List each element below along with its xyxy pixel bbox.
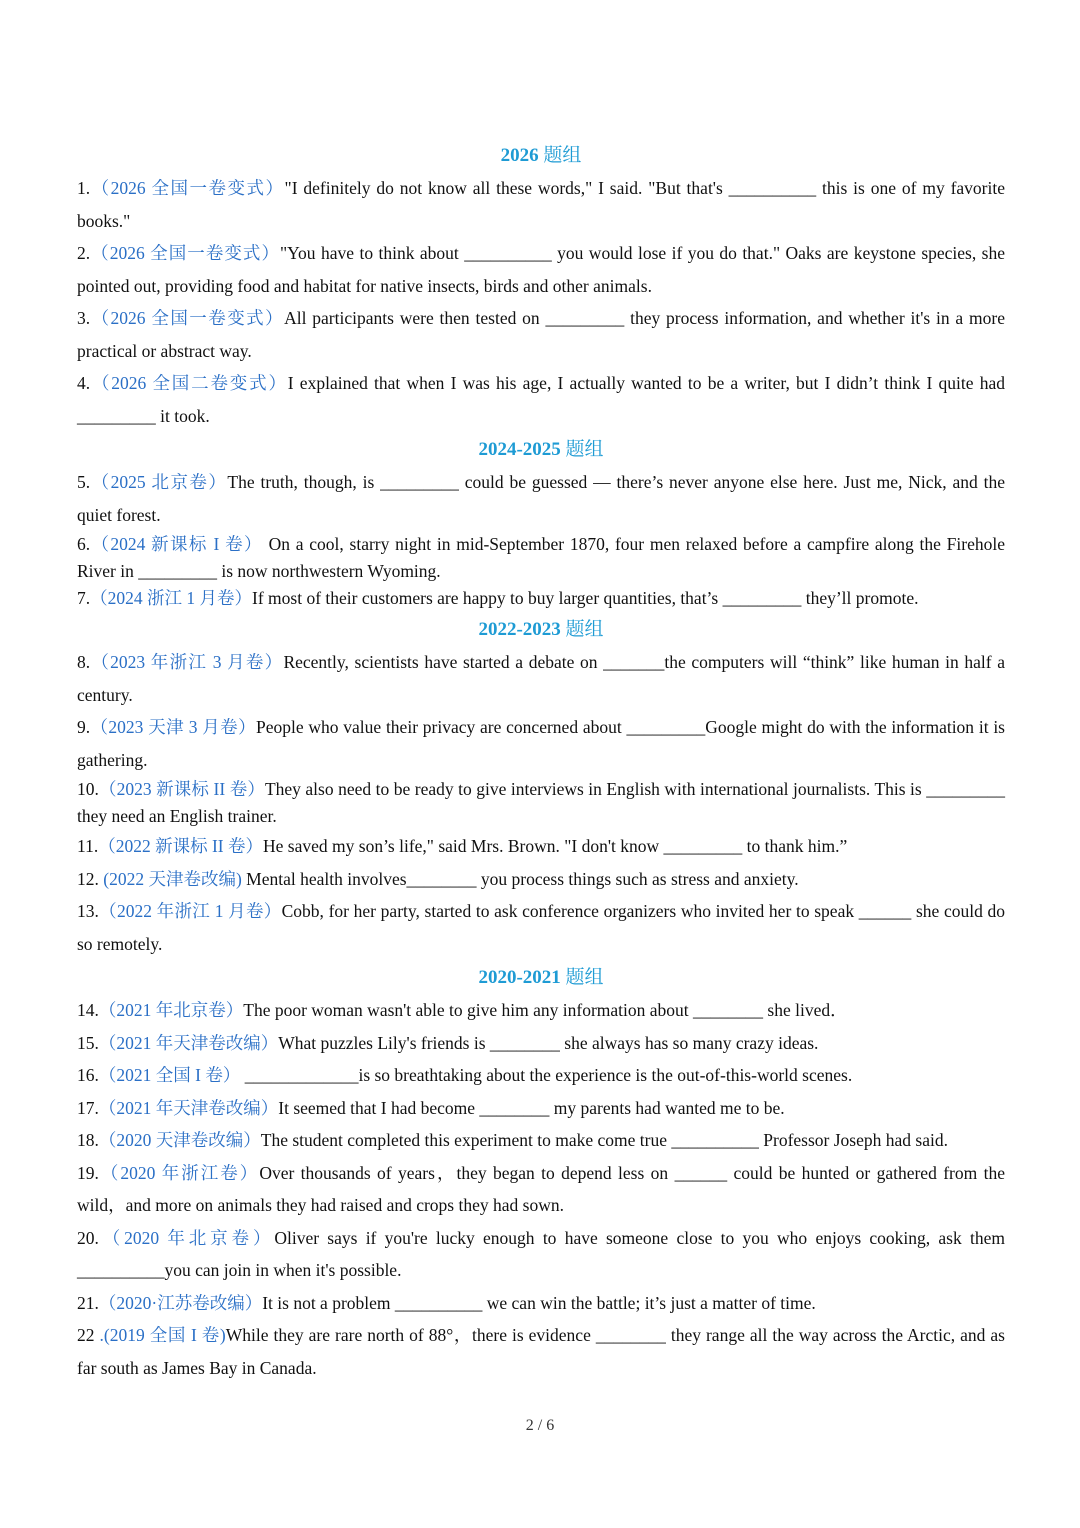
group-title — [77, 434, 1005, 466]
question-number: 14. — [77, 1000, 99, 1020]
question-text: Mental health involves________ you process things such as stress and anxiety. — [241, 868, 799, 889]
question-text: On a cool, starry night in mid-September 1870, four men relaxed before a campfire along the Firehole River in _________ is now northwestern Wyoming. — [77, 534, 1005, 581]
question-number: 8. — [77, 652, 91, 672]
question-number: 3. — [77, 308, 91, 328]
question-source: .(2019 全国 I 卷) — [94, 1325, 226, 1345]
question-item — [77, 367, 1005, 432]
question-source: （2020 天津卷改编） — [98, 1130, 261, 1150]
question-number: 18. — [77, 1130, 99, 1150]
question-source: （2024 新课标 I 卷） — [90, 534, 263, 554]
group-title — [77, 614, 1005, 646]
question-item — [77, 466, 1005, 531]
question-number: 2. — [77, 243, 91, 263]
question-text: _____________is so breathtaking about the experience is the out-of-this-world scenes. — [240, 1065, 853, 1085]
question-item — [77, 830, 1005, 863]
question-text: Oliver says if you're lucky enough to have someone close to you who enjoys cooking, ask them __________you can join in when it's possible. — [77, 1227, 1005, 1280]
question-source: （2021 年天津卷改编） — [98, 1097, 279, 1118]
question-source: (2022 天津卷改编) — [98, 868, 242, 889]
question-source: （2022 新课标 II 卷） — [98, 836, 264, 856]
question-text: What puzzles Lily's friends is ________ she always has so many crazy ideas. — [278, 1032, 819, 1053]
question-item — [77, 585, 1005, 612]
question-source: （2021 年天津卷改编） — [98, 1032, 279, 1053]
question-text: I explained that when I was his age, I actually wanted to be a writer, but I didn’t think I quite had _________ it took. — [77, 373, 1006, 426]
question-number: 10. — [77, 779, 99, 799]
question-text: It is not a problem __________ we can win the battle; it’s just a matter of time. — [262, 1292, 816, 1313]
question-source: （2020 年北京卷） — [98, 1227, 275, 1248]
question-text: Recently, scientists have started a debate on _______the computers will “think” like human in half a century. — [77, 652, 1005, 705]
question-item — [77, 302, 1005, 367]
question-item — [77, 531, 1005, 585]
question-source: （2026 全国一卷变式） — [90, 178, 285, 198]
question-item — [77, 1059, 1005, 1092]
question-source: （2023 新课标 II 卷） — [98, 779, 265, 799]
question-source: （2021 全国 I 卷） — [98, 1065, 241, 1085]
question-source: （2020·江苏卷改编） — [98, 1292, 263, 1313]
question-number: 22 — [77, 1325, 95, 1345]
question-source: （2022 年浙江 1 月卷） — [98, 901, 282, 921]
question-text: If most of their customers are happy to buy larger quantities, that’s _________ they’ll promote. — [252, 588, 919, 608]
question-text: "You have to think about __________ you would lose if you do that." Oaks are keystone species, she pointed out, providing food and habitat for native insects, birds and other animals. — [77, 243, 1005, 296]
question-number: 9. — [77, 717, 91, 737]
question-source: （2026 全国二卷变式） — [90, 373, 288, 393]
page-number: 2 / 6 — [525, 1417, 555, 1434]
group-label: 题组 — [565, 967, 604, 988]
question-number: 4. — [77, 373, 91, 393]
question-source: （2023 年浙江 3 月卷） — [90, 652, 284, 672]
question-text: They also need to be ready to give interviews in English with international journalists. This is _________ they need an English trainer. — [77, 779, 1005, 826]
question-number: 20. — [77, 1227, 99, 1248]
question-number: 17. — [77, 1097, 99, 1118]
question-text: "I definitely do not know all these words," I said. "But that's __________ this is one of my favorite books." — [77, 178, 1005, 231]
question-item — [77, 646, 1005, 711]
group-label: 题组 — [565, 619, 604, 640]
question-list — [77, 138, 1005, 1384]
question-number: 16. — [77, 1065, 99, 1085]
question-item — [77, 1027, 1005, 1060]
question-source: （2024 浙江 1 月卷） — [90, 588, 252, 608]
group-year-range: 2024-2025 — [478, 439, 561, 460]
group-title — [77, 140, 1005, 172]
question-text: All participants were then tested on _________ they process information, and whether it's in a more practical or abstract way. — [77, 308, 1005, 361]
question-number: 13. — [77, 901, 99, 921]
question-text: The poor woman wasn't able to give him any information about ________ she lived． — [243, 1000, 848, 1020]
question-item — [77, 776, 1005, 830]
question-item — [77, 1124, 1005, 1157]
question-number: 19. — [77, 1162, 99, 1183]
question-source: （2020 年浙江卷） — [98, 1162, 260, 1183]
question-text: The truth, though, is _________ could be guessed — there’s never anyone else here. Just me, Nick, and the quiet forest. — [77, 472, 1006, 525]
question-source: （2021 年北京卷） — [98, 1000, 244, 1020]
question-text: He saved my son’s life," said Mrs. Brown. "I don't know _________ to thank him.” — [263, 836, 848, 856]
question-item — [77, 237, 1005, 302]
question-text: While they are rare north of 88°，there is evidence ________ they range all the way across the Arctic, and as far south as James Bay in Canada. — [77, 1325, 1005, 1378]
question-text: The student completed this experiment to make come true __________ Professor Joseph had said. — [260, 1130, 948, 1150]
question-number: 15. — [77, 1032, 99, 1053]
group-year-range: 2020-2021 — [478, 967, 561, 988]
question-number: 5. — [77, 472, 91, 492]
group-year-range: 2022-2023 — [478, 619, 561, 640]
question-item — [77, 994, 1005, 1027]
group-year-range: 2026 — [500, 145, 539, 166]
group-label: 题组 — [565, 439, 604, 460]
question-number: 1. — [77, 178, 91, 198]
question-number: 6. — [77, 534, 91, 554]
question-text: It seemed that I had become ________ my parents had wanted me to be. — [278, 1097, 785, 1118]
question-source: （2026 全国一卷变式） — [90, 308, 285, 328]
question-number: 12. — [77, 868, 99, 889]
question-item — [77, 863, 1005, 896]
group-label: 题组 — [543, 145, 582, 166]
question-item — [77, 1222, 1005, 1287]
question-item — [77, 895, 1005, 960]
question-item — [77, 172, 1005, 237]
question-item — [77, 1092, 1005, 1125]
question-item — [77, 1157, 1005, 1222]
group-title — [77, 962, 1005, 994]
question-number: 21. — [77, 1292, 99, 1313]
question-source: （2023 天津 3 月卷） — [90, 717, 256, 737]
question-source: （2026 全国一卷变式） — [90, 243, 281, 263]
question-item — [77, 1287, 1005, 1320]
question-number: 11. — [77, 836, 99, 856]
question-text: Cobb, for her party, started to ask conference organizers who invited her to speak ______ she could do so remotely. — [77, 901, 1006, 954]
question-text: Over thousands of years，they began to depend less on ______ could be hunted or gathered from the wild，and more on animals they had raised and crops they had sown. — [77, 1162, 1005, 1215]
question-item — [77, 1319, 1005, 1384]
question-text: People who value their privacy are concerned about _________Google might do with the information it is gathering. — [77, 717, 1005, 770]
question-item — [77, 711, 1005, 776]
question-number: 7. — [77, 588, 91, 608]
question-source: （2025 北京卷） — [90, 472, 228, 492]
